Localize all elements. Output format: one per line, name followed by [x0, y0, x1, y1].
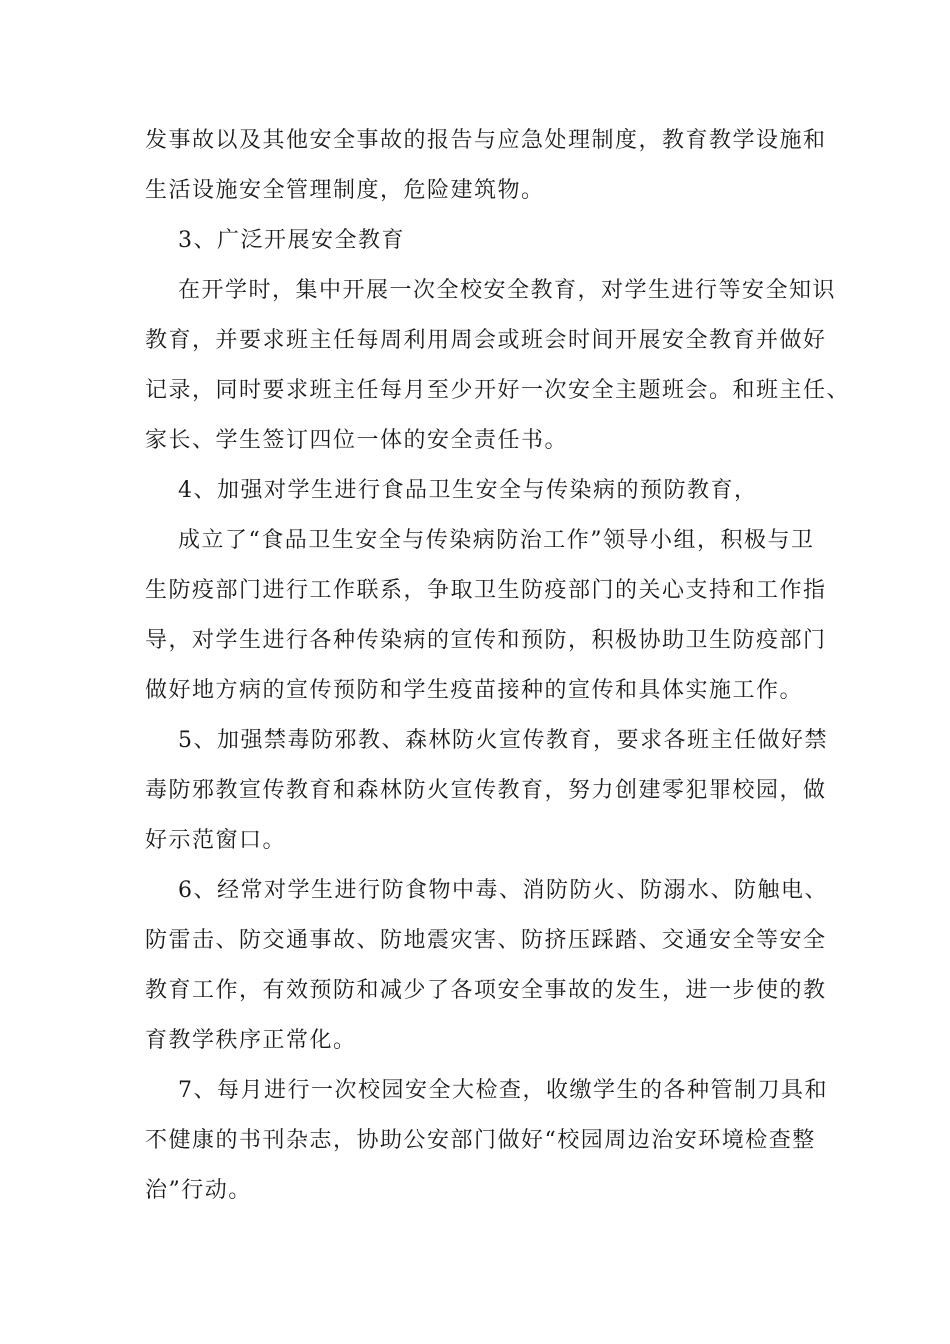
text-line: 导，对学生进行各种传染病的宣传和预防，积极协助卫生防疫部门 [145, 628, 827, 653]
paragraph-5 [145, 722, 828, 872]
paragraph-4 [145, 522, 825, 722]
text-line: 生防疫部门进行工作联系，争取卫生防疫部门的关心支持和工作指 [145, 578, 827, 603]
text-line: 育教学秩序正常化。 [145, 1028, 357, 1053]
text-line: 做好地方病的宣传预防和学生疫苗接种的宣传和具体实施工作。 [145, 678, 804, 703]
text-line: 成立了“食品卫生安全与传染病防治工作”领导小组，积极与卫 [178, 528, 815, 553]
text-line: 发事故以及其他安全事故的报告与应急处理制度，教育教学设施和 [145, 128, 827, 153]
paragraph-7 [145, 1072, 828, 1222]
text-line: 防雷击、防交通事故、防地震灾害、防挤压踩踏、交通安全等安全 [145, 928, 827, 953]
document-page [145, 122, 851, 1222]
paragraph-3 [145, 272, 851, 472]
text-line: 毒防邪教宣传教育和森林防火宣传教育，努力创建零犯罪校园，做 [145, 778, 827, 803]
heading-line: 3、广泛开展安全教育 [178, 228, 405, 253]
section-heading-4 [145, 472, 825, 522]
heading-line: 4、加强对学生进行食品卫生安全与传染病的预防教育， [178, 478, 758, 503]
text-line: 生活设施安全管理制度，危险建筑物。 [145, 178, 545, 203]
text-line: 6、经常对学生进行防食物中毒、消防防火、防溺水、防触电、 [178, 878, 828, 903]
text-line: 教育工作，有效预防和减少了各项安全事故的发生，进一步使的教 [145, 978, 827, 1003]
text-line: 在开学时，集中开展一次全校安全教育，对学生进行等安全知识 [178, 278, 837, 303]
section-heading-3 [145, 222, 825, 272]
text-line: 记录，同时要求班主任每月至少开好一次安全主题班会。和班主任、 [145, 378, 851, 403]
text-line: 不健康的书刊杂志，协助公安部门做好“校园周边治安环境检查整 [145, 1128, 816, 1153]
text-line: 好示范窗口。 [145, 828, 287, 853]
text-line: 治”行动。 [145, 1178, 252, 1203]
text-line: 教育，并要求班主任每周利用周会或班会时间开展安全教育并做好 [145, 328, 827, 353]
text-line: 5、加强禁毒防邪教、森林防火宣传教育，要求各班主任做好禁 [178, 728, 828, 753]
paragraph-6 [145, 872, 828, 1072]
paragraph-continuation [145, 122, 825, 222]
text-line: 7、每月进行一次校园安全大检查，收缴学生的各种管制刀具和 [178, 1078, 828, 1103]
text-line: 家长、学生签订四位一体的安全责任书。 [145, 428, 569, 453]
